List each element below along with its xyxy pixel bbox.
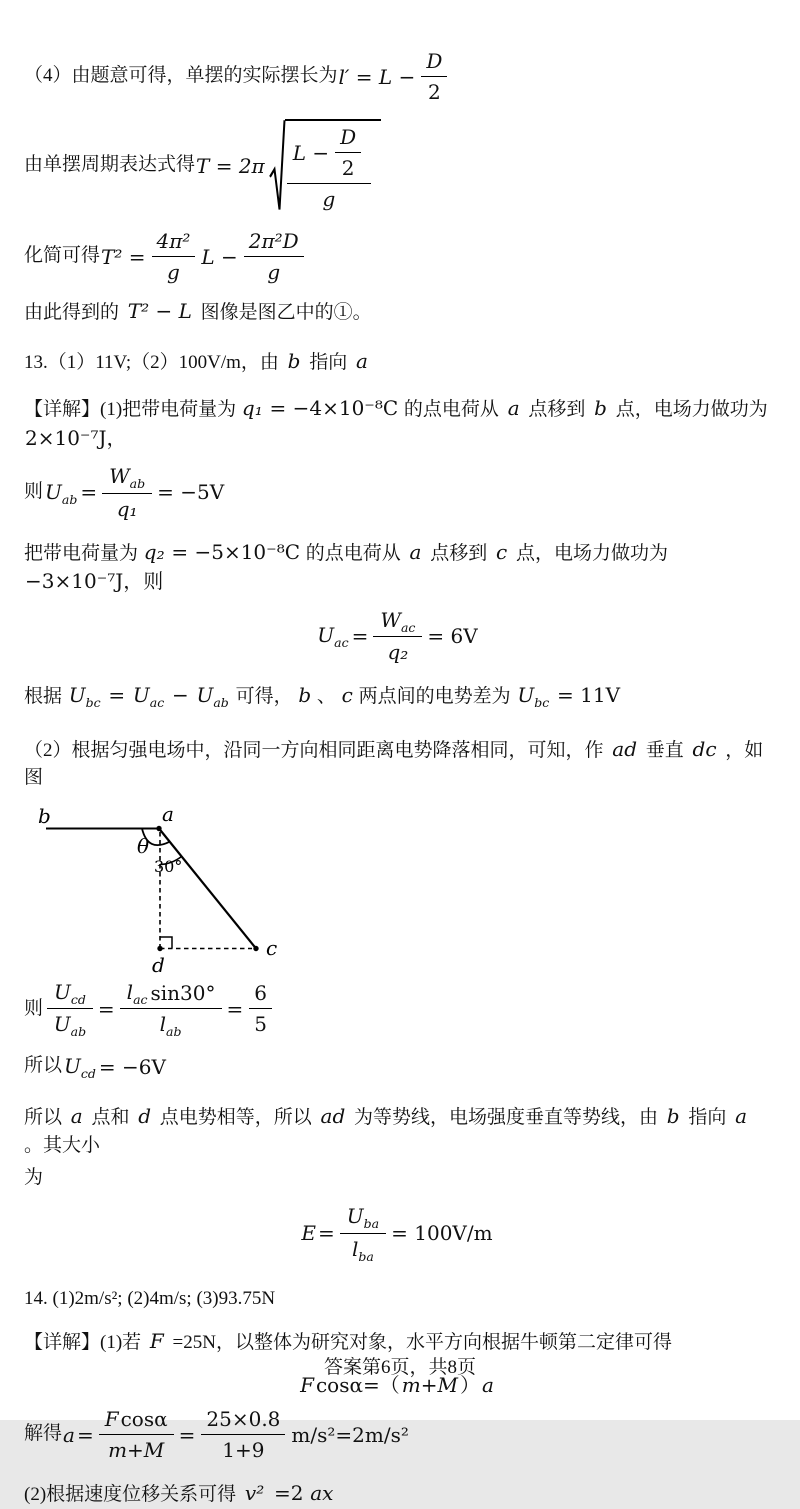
sin-30: sin30° bbox=[150, 980, 216, 1005]
fraction-numbers bbox=[200, 1406, 286, 1463]
var-f: F bbox=[149, 1328, 164, 1353]
var-d: d bbox=[138, 1104, 152, 1129]
fraction-numerator bbox=[373, 607, 422, 638]
u-base: U bbox=[196, 683, 214, 708]
detail2-t3: 点，电场力做功为 bbox=[515, 542, 668, 564]
fraction-numerator bbox=[99, 1406, 174, 1435]
u-subscript: cd bbox=[70, 991, 86, 1007]
q13-ubc-line bbox=[24, 681, 770, 711]
simplify-text: 化简可得 bbox=[24, 245, 101, 267]
fraction-denominator: q₁ bbox=[116, 496, 138, 521]
result: m/s²=2m/s² bbox=[291, 1422, 409, 1447]
fraction-lac-sin30-over-lab bbox=[120, 979, 222, 1039]
root-fraction-numerator bbox=[287, 124, 371, 184]
u-base: U bbox=[132, 683, 150, 708]
u-base: U bbox=[54, 979, 71, 1004]
var-ad: ad bbox=[612, 736, 637, 761]
l-base: l bbox=[126, 979, 134, 1004]
result: = 100V/m bbox=[391, 1221, 493, 1246]
u-base: U bbox=[517, 683, 535, 708]
q13-efield-formula bbox=[24, 1203, 770, 1263]
detail1-t1: =25N，以整体为研究对象，水平方向根据牛顿第二定律可得 bbox=[172, 1331, 672, 1353]
var-a: a bbox=[481, 1373, 494, 1398]
var-w-ab bbox=[109, 463, 145, 491]
q14-solve-acceleration bbox=[24, 1406, 770, 1463]
angle-theta-label: θ bbox=[137, 833, 150, 858]
detail2-pre: (2)根据速度位移关系可得 bbox=[24, 1484, 237, 1506]
fraction-numerator bbox=[47, 979, 93, 1010]
l-subscript: ac bbox=[133, 991, 148, 1007]
detail1-t1: 的点电荷从 bbox=[403, 399, 499, 421]
var-u-ab bbox=[196, 681, 228, 710]
u-base: U bbox=[317, 623, 335, 648]
u-base: U bbox=[53, 1012, 71, 1037]
w-subscript: ab bbox=[129, 476, 146, 492]
u-subscript: ba bbox=[363, 1216, 380, 1232]
var-u-ac bbox=[317, 622, 348, 650]
var-ad: ad bbox=[320, 1104, 346, 1129]
fraction-wab-over-q1 bbox=[102, 463, 152, 522]
var-u-cd bbox=[64, 1053, 96, 1081]
var-l-ab bbox=[160, 1011, 182, 1039]
var-u-cd bbox=[54, 979, 86, 1007]
u-subscript: ab bbox=[213, 695, 229, 711]
cos-alpha-equals: cosα=（ bbox=[315, 1373, 400, 1398]
root-fraction-denominator: g bbox=[322, 187, 336, 211]
detail6-t4: 指向 bbox=[688, 1107, 727, 1129]
conclusion-post: 图像是图乙中的①。 bbox=[200, 302, 372, 323]
angle-30-label: 30° bbox=[154, 856, 183, 876]
var-l-ba bbox=[352, 1236, 374, 1264]
enumeration-comma: 、 bbox=[316, 686, 336, 708]
u-subscript: ab bbox=[61, 491, 78, 507]
conclusion-pre: 由此得到的 bbox=[24, 302, 120, 323]
fraction-numerator: 4π² bbox=[152, 228, 196, 257]
fraction-numerator bbox=[340, 1203, 386, 1234]
detail2-t2: 点移到 bbox=[430, 542, 488, 564]
u-subscript: ab bbox=[70, 1024, 87, 1040]
detail2-pre: 把带电荷量为 bbox=[24, 542, 139, 564]
result: = −5V bbox=[157, 480, 225, 505]
detail6-t3: 为等势线，电场强度垂直等势线，由 bbox=[354, 1107, 659, 1129]
close-paren: ） bbox=[459, 1373, 480, 1398]
w-base: W bbox=[109, 464, 130, 489]
u-subscript: ac bbox=[149, 695, 165, 711]
work-value: −3×10⁻⁷J，则 bbox=[25, 569, 164, 594]
middle-term: L − bbox=[201, 244, 238, 269]
detail4-pre: （2）根据匀强电场中，沿同一方向相同距离电势降落相同，可知，作 bbox=[24, 739, 604, 761]
detail6-t5: 。其大小 bbox=[24, 1134, 101, 1156]
q13-part2-text bbox=[24, 735, 770, 792]
detail4-t2: ，如图 bbox=[24, 739, 764, 789]
detail3-pre: 根据 bbox=[24, 686, 63, 708]
var-a: a bbox=[409, 539, 422, 564]
radicand bbox=[285, 119, 381, 212]
var-a: a bbox=[70, 1104, 83, 1129]
detail6-pre: 所以 bbox=[24, 1107, 63, 1129]
u-base: U bbox=[45, 479, 62, 504]
q12-part4-statement bbox=[24, 48, 770, 105]
q14-answer-text: 14. (1)2m/s²; (2)4m/s; (3)93.75N bbox=[24, 1288, 276, 1310]
point-d-label: d bbox=[152, 952, 165, 977]
var-dc: dc bbox=[692, 736, 717, 761]
equals: = bbox=[76, 1422, 94, 1447]
q2-value: = −5×10⁻⁸C bbox=[171, 539, 301, 564]
result: = −6V bbox=[98, 1054, 166, 1079]
q14-detail2 bbox=[24, 1479, 770, 1509]
var-a: a bbox=[63, 1422, 75, 1447]
equals: = bbox=[178, 1422, 196, 1447]
fraction-uba-over-lba bbox=[340, 1203, 386, 1263]
var-w-ac bbox=[380, 607, 415, 635]
detail3-t1: 可得， bbox=[235, 686, 293, 708]
var-f: F bbox=[300, 1373, 314, 1398]
fraction-numerator: 2π²D bbox=[244, 228, 304, 257]
detail6-t2: 点电势相等，所以 bbox=[159, 1107, 312, 1129]
then-text: 则 bbox=[24, 997, 44, 1019]
q13-ratio-formula bbox=[24, 979, 770, 1039]
fraction-numerator bbox=[102, 463, 152, 494]
equals-2: =2 bbox=[273, 1481, 304, 1506]
l-base: l bbox=[352, 1236, 359, 1261]
equipotential-geometry-diagram bbox=[20, 796, 320, 979]
var-a: a bbox=[507, 396, 520, 421]
fraction-denominator: g bbox=[267, 260, 281, 284]
w-base: W bbox=[380, 607, 401, 632]
q13-answer-mid: 指向 bbox=[309, 351, 348, 373]
point-a-label: a bbox=[162, 801, 174, 826]
page-number-text: 答案第6页，共8页 bbox=[323, 1357, 476, 1378]
l-subscript: ba bbox=[358, 1248, 374, 1264]
q13-detail1 bbox=[24, 394, 770, 453]
q13-uab-formula bbox=[24, 463, 770, 522]
q13-answer-line bbox=[24, 347, 770, 377]
q12-part4-conclusion bbox=[24, 297, 770, 327]
equals: = bbox=[351, 624, 369, 649]
w-subscript: ac bbox=[400, 619, 416, 635]
var-b: b bbox=[594, 396, 607, 421]
var-u-ab bbox=[54, 1011, 86, 1039]
period-text: 由单摆周期表达式得 bbox=[24, 154, 196, 176]
l-subscript: ab bbox=[166, 1024, 182, 1040]
q12-part4-period-formula bbox=[24, 119, 770, 212]
fraction-numerator bbox=[120, 979, 222, 1010]
var-e: E bbox=[301, 1221, 317, 1246]
fraction-6-over-5 bbox=[248, 980, 273, 1037]
detail1-t2: 点移到 bbox=[528, 399, 586, 421]
var-u-bc bbox=[69, 681, 101, 710]
statement-text: （4）由题意可得，单摆的实际摆长为 bbox=[24, 65, 338, 87]
q14-answer-line bbox=[24, 1285, 770, 1313]
u-subscript: ac bbox=[334, 635, 349, 651]
radical-sign-icon bbox=[269, 119, 285, 212]
u-subscript: bc bbox=[534, 695, 550, 711]
square-root bbox=[269, 119, 381, 212]
then-text: 则 bbox=[24, 481, 44, 503]
detail6-t1: 点和 bbox=[91, 1107, 130, 1129]
mass-sum: m+M bbox=[401, 1373, 458, 1398]
fraction-under-root bbox=[287, 124, 371, 212]
nested-denominator: 2 bbox=[341, 156, 355, 180]
nested-fraction-d-over-2 bbox=[334, 124, 362, 181]
u-subscript: bc bbox=[85, 695, 101, 711]
point-d-dot bbox=[157, 946, 162, 951]
var-a: a bbox=[735, 1104, 748, 1129]
cos-alpha: cosα bbox=[120, 1407, 168, 1432]
nested-numerator: D bbox=[335, 124, 361, 153]
fraction-numerator: D bbox=[421, 48, 447, 77]
u-subscript: cd bbox=[80, 1065, 96, 1081]
var-q2: q₂ bbox=[143, 539, 165, 564]
q13-uac-formula bbox=[24, 607, 770, 666]
fraction-denominator: q₂ bbox=[387, 640, 409, 665]
fraction-denominator bbox=[350, 1234, 376, 1264]
equals: = bbox=[108, 683, 126, 708]
fraction-fcos-over-mass bbox=[99, 1406, 174, 1463]
l-base: l bbox=[159, 1012, 167, 1037]
line-a-c bbox=[159, 828, 256, 948]
t-squared-lhs: T² = bbox=[101, 244, 146, 269]
equals: = bbox=[80, 480, 98, 505]
var-f: F bbox=[104, 1407, 119, 1432]
detail4-t1: 垂直 bbox=[645, 739, 684, 761]
var-u-ba bbox=[347, 1203, 379, 1231]
equals: = bbox=[318, 1221, 335, 1246]
u-base: U bbox=[64, 1053, 81, 1078]
result: = 11V bbox=[557, 683, 621, 708]
solve-text: 解得 bbox=[24, 1423, 63, 1445]
var-b: b bbox=[287, 348, 301, 373]
point-b-label: b bbox=[38, 803, 51, 828]
var-q1: q₁ bbox=[241, 396, 263, 421]
detail1-pre: 【详解】(1)把带电荷量为 bbox=[24, 399, 237, 421]
var-c: c bbox=[496, 539, 508, 564]
fraction-wac-over-q2 bbox=[373, 607, 422, 666]
period-lhs: T = 2π bbox=[196, 153, 265, 178]
result: = 6V bbox=[427, 624, 478, 649]
numerator-lhs: L − bbox=[292, 140, 330, 165]
var-u-ab bbox=[45, 479, 77, 507]
var-v-squared: v² bbox=[244, 1481, 265, 1506]
fraction-denominator: 5 bbox=[254, 1012, 268, 1037]
detail1-t3: 点，电场力做功为 bbox=[615, 399, 768, 421]
fraction-denominator bbox=[158, 1009, 184, 1039]
detail1-pre: 【详解】(1)若 bbox=[24, 1331, 142, 1353]
q13-ucd-result bbox=[24, 1053, 770, 1081]
detail2-t1: 的点电荷从 bbox=[305, 542, 401, 564]
q12-part4-simplified-formula bbox=[24, 228, 770, 285]
therefore-text: 所以 bbox=[24, 1055, 63, 1077]
fraction-denominator bbox=[52, 1009, 88, 1039]
q13-detail2 bbox=[24, 538, 770, 597]
detail3-t2: 两点间的电势差为 bbox=[358, 686, 511, 708]
q13-equipotential-line2 bbox=[24, 1164, 770, 1192]
fraction-denominator: g bbox=[167, 260, 180, 284]
var-b: b bbox=[298, 683, 312, 708]
fraction-numerator: 25×0.8 bbox=[201, 1406, 285, 1435]
var-c: c bbox=[341, 683, 353, 708]
var-u-bc bbox=[517, 681, 549, 710]
fraction-numerator: 6 bbox=[249, 980, 272, 1009]
equals: = bbox=[97, 996, 115, 1021]
minus: − bbox=[171, 683, 189, 708]
fraction-2pi2d-over-g bbox=[243, 228, 305, 285]
work-value: 2×10⁻⁷J， bbox=[25, 425, 127, 450]
fraction-denominator: 2 bbox=[427, 80, 441, 104]
var-ax: ax bbox=[310, 1481, 334, 1506]
equals: = bbox=[226, 996, 244, 1021]
fraction-denominator: 1+9 bbox=[222, 1438, 265, 1463]
var-a: a bbox=[356, 348, 368, 373]
t2-l-graph-expression: T² − L bbox=[127, 299, 192, 323]
u-base: U bbox=[68, 683, 86, 708]
point-c-label: c bbox=[266, 935, 278, 960]
fraction-4pi2-over-g bbox=[151, 228, 197, 285]
fraction-denominator: m+M bbox=[108, 1438, 165, 1463]
pendulum-length-lhs: l′ = L − bbox=[338, 64, 416, 89]
detail6-t6: 为 bbox=[24, 1166, 44, 1188]
var-u-ac bbox=[133, 681, 164, 710]
var-l-ac bbox=[127, 979, 148, 1007]
q13-equipotential-line1 bbox=[24, 1102, 770, 1159]
u-base: U bbox=[346, 1204, 364, 1229]
var-b: b bbox=[666, 1104, 680, 1129]
page-footer bbox=[0, 1352, 800, 1379]
point-c-dot bbox=[253, 946, 258, 951]
q13-answer-text: 13.（1）11V;（2）100V/m，由 bbox=[24, 351, 279, 373]
fraction-d-over-2 bbox=[420, 48, 448, 105]
q1-value: = −4×10⁻⁸C bbox=[269, 396, 399, 421]
fraction-ucd-over-uab bbox=[47, 979, 93, 1039]
